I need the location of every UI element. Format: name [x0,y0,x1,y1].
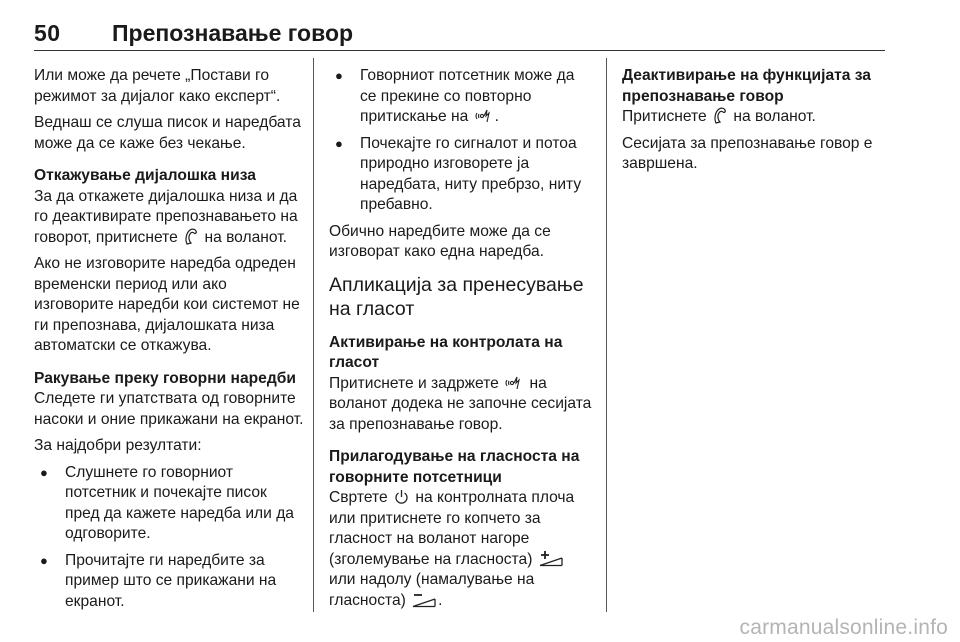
section-heading-cancel: Откажување дијалошка низа [34,167,256,184]
list-item: ● Почекајте го сигналот и потоа природно изговорете ја наредбата, ниту пребрзо, ниту пребавно. [329,134,595,216]
paragraph: Ако не изговорите наредба одреден временски период или ако изговорите наредби кои системот не ги препознава, дијалошката низа автоматски се откажува. [34,255,300,354]
section-heading-handling: Ракување преку говорни наредби [34,369,296,387]
paragraph: Свртете на контролната плоча или притиснете го копчето за гласност на воланот нагоре (зголемување на гласноста) или надолу (намалување на гласноста) . [329,489,575,609]
voice-control-icon [475,108,493,124]
hang-up-icon [713,107,727,124]
paragraph: Притиснете и задржете на воланот додека не започне сесијата за препознавање говор. [329,374,592,433]
power-icon [394,489,409,505]
section-heading-voice-passthrough: Апликација за пренесување на гласот [329,273,584,320]
paragraph: За да откажете дијалошка низа и да го деактивирате препознавањето на говорот, притиснете на воланот. [34,187,298,246]
paragraph: Следете ги упатствата од говорните насоки и оние прикажани на екранот. [34,390,304,428]
page-title: Препознавање говор [112,20,354,46]
column-1 [34,66,304,618]
bullet-list [34,463,304,613]
section-heading-volume: Прилагодување на гласноста на говорните потсетници [329,448,580,486]
paragraph: Обично наредбите може да се изговорат како една наредба. [329,222,551,260]
column-3 [622,66,887,181]
volume-down-icon [412,591,436,608]
column-2 [329,66,595,617]
list-item: ● Прочитајте ги наредбите за пример што се прикажани на екранот. [34,551,304,613]
column-divider [606,58,607,612]
column-divider [313,58,314,612]
bullet-list [329,66,595,216]
hang-up-icon [184,228,198,245]
paragraph: Веднаш се слуша писок и наредбата може да се каже без чекање. [34,114,301,152]
volume-up-icon [539,550,563,567]
watermark: carmanualsonline.info [739,616,948,639]
paragraph: За најдобри резултати: [34,437,202,454]
paragraph: Или може да речете „Постави го режимот за дијалог како експерт“. [34,67,281,105]
voice-control-icon [505,375,523,391]
page-number: 50 [34,20,61,46]
list-item: ● Говорниот потсетник може да се прекине со повторно притискање на . [329,66,595,128]
paragraph: Сесијата за препознавање говор е завршена. [622,134,873,172]
section-heading-deactivate: Деактивирање на функцијата за препознавање говор [622,67,871,105]
list-item: ● Слушнете го говорниот потсетник и почекајте писок пред да кажете наредба или да одговорите. [34,463,304,545]
page-header [34,6,885,51]
paragraph: Притиснете на воланот. [622,108,816,125]
section-heading-activate: Активирање на контролата на гласот [329,333,563,371]
